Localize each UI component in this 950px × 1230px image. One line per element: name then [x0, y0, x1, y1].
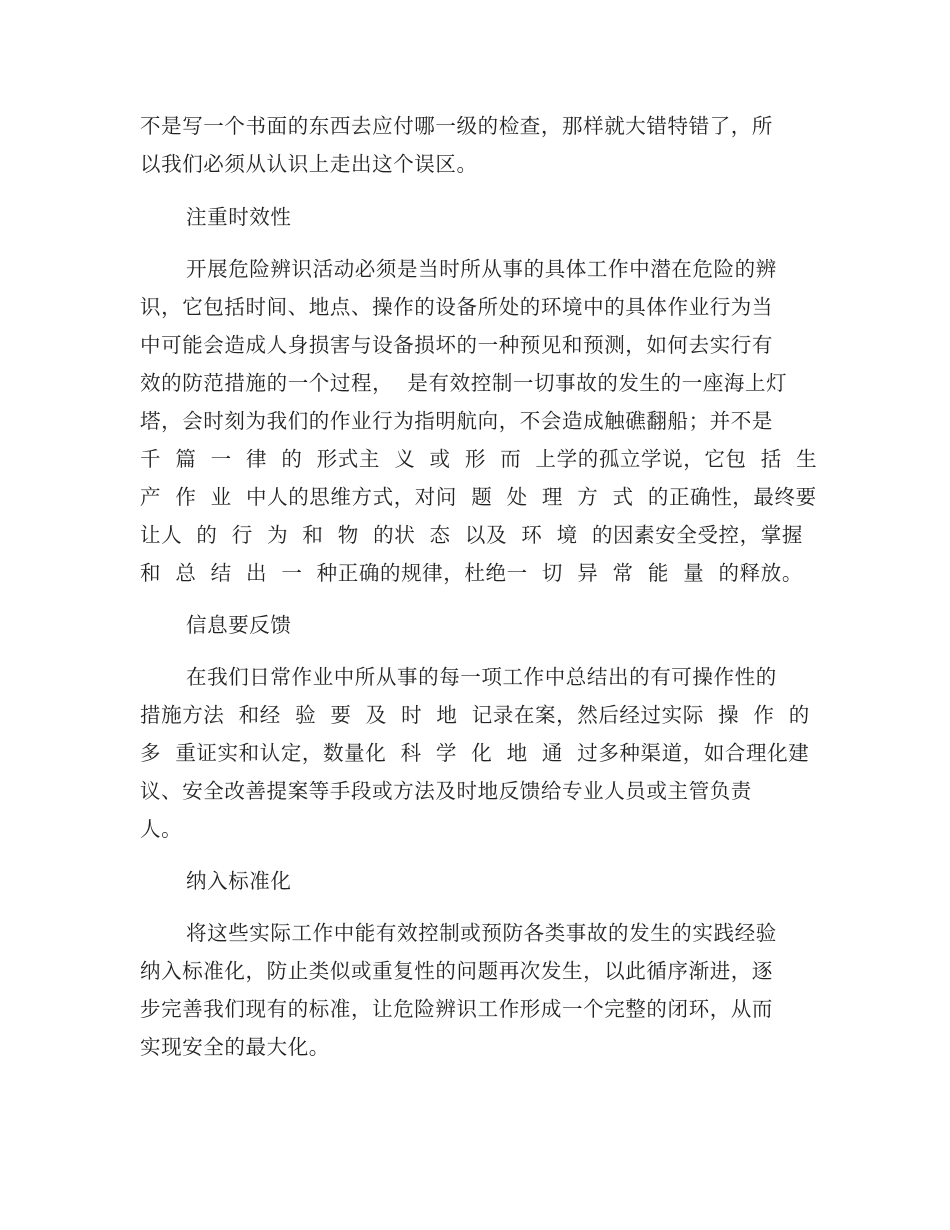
section-heading-standardization: 纳入标准化: [186, 869, 292, 893]
paragraph-3-line-4: 议、安全改善提案等手段或方法及时地反馈给专业人员或主管负责: [140, 779, 752, 803]
paragraph-2-line-3: 中可能会造成人身损害与设备损坏的一种预见和预测，如何去实行有: [140, 333, 773, 357]
paragraph-2-line-1: 开展危险辨识活动必须是当时所从事的具体工作中潜在危险的辨: [186, 257, 777, 281]
paragraph-2-line-9: 和 总 结 出 一 种正确的规律，杜绝一 切 异 常 能 量 的释放。: [140, 561, 803, 585]
paragraph-3-line-3: 多 重证实和认定，数量化 科 学 化 地 通 过多种渠道，如合理化建: [140, 741, 810, 765]
paragraph-4-line-3: 步完善我们现有的标准，让危险辨识工作形成一个完整的闭环，从而: [140, 997, 773, 1021]
paragraph-2-line-2: 识，它包括时间、地点、操作的设备所处的环境中的具体作业行为当: [140, 295, 773, 319]
paragraph-2-line-4: 效的防范措施的一个过程， 是有效控制一切事故的发生的一座海上灯: [140, 371, 788, 395]
paragraph-4-line-4: 实现安全的最大化。: [140, 1035, 330, 1059]
section-heading-feedback: 信息要反馈: [186, 613, 292, 637]
paragraph-3-line-5: 人。: [140, 817, 183, 841]
paragraph-1-line-1: 不是写一个书面的东西去应付哪一级的检查，那样就大错特错了，所: [140, 114, 773, 138]
paragraph-4-line-1: 将这些实际工作中能有效控制或预防各类事故的发生的实践经验: [186, 921, 777, 945]
paragraph-3-line-2: 措施方法 和经 验 要 及 时 地 记录在案，然后经过实际 操 作 的: [140, 703, 810, 727]
paragraph-2-line-7: 产 作 业 中人的思维方式，对问 题 处 理 方 式 的正确性，最终要: [140, 485, 817, 509]
paragraph-1-line-2: 以我们必须从认识上走出这个误区。: [140, 152, 478, 176]
paragraph-3-line-1: 在我们日常作业中所从事的每一项工作中总结出的有可操作性的: [186, 665, 777, 689]
paragraph-2-line-8: 让人 的 行 为 和 物 的状 态 以及 环 境 的因素安全受控，掌握: [140, 523, 803, 547]
paragraph-2-line-6: 千 篇 一 律 的 形式主 义 或 形 而 上学的孤立学说，它包 括 生: [140, 447, 818, 471]
paragraph-4-line-2: 纳入标准化，防止类似或重复性的问题再次发生，以此循序渐进，逐: [140, 959, 773, 983]
paragraph-2-line-5: 塔，会时刻为我们的作业行为指明航向，不会造成触礁翻船；并不是: [140, 409, 773, 433]
section-heading-timeliness: 注重时效性: [186, 205, 292, 229]
